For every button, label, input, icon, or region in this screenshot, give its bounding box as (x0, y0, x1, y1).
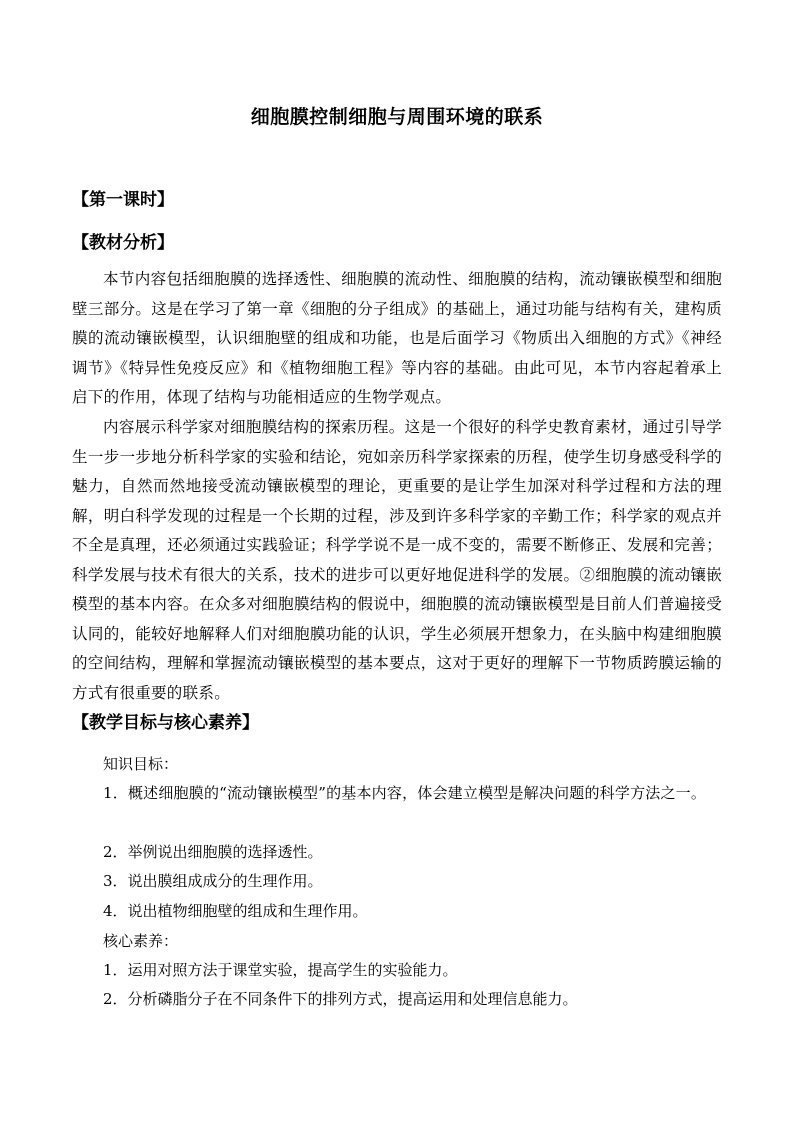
section-heading-lesson: 【第一课时】 (72, 190, 174, 210)
knowledge-goals-label: 知识目标： (103, 755, 179, 773)
section-heading-analysis: 【教材分析】 (72, 233, 174, 253)
knowledge-item-2: 2．举例说出细胞膜的选择透性。 (103, 843, 323, 861)
section-heading-goals: 【教学目标与核心素养】 (72, 713, 259, 733)
knowledge-item-4: 4．说出植物细胞壁的组成和生理作用。 (103, 902, 368, 920)
core-item-1: 1．运用对照方法于课堂实验，提高学生的实验能力。 (103, 961, 458, 979)
analysis-paragraph-1: 本节内容包括细胞膜的选择透性、细胞膜的流动性、细胞膜的结构，流动镶嵌模型和细胞壁三部分。这是在学习了第一章《细胞的分子组成》的基础上，通过功能与结构有关，建构质膜的流动镶嵌模型，认识细胞壁的组成和功能，也是后面学习《物质出入细胞的方式》《神经调节》《特异性免疫反应》和《植物细胞工程》等内容的基础。由此可见，本节内容起着承上启下的作用，体现了结构与功能相适应的生物学观点。 (72, 270, 722, 406)
document-title: 细胞膜控制细胞与周围环境的联系 (250, 106, 544, 128)
core-literacy-label: 核心素养： (103, 932, 179, 950)
analysis-paragraph-2: 内容展示科学家对细胞膜结构的探索历程。这是一个很好的科学史教育素材，通过引导学生一步一步地分析科学家的实验和结论，宛如亲历科学家探索的历程，使学生切身感受科学的魅力，自然而然地接受流动镶嵌模型的理论，更重要的是让学生加深对科学过程和方法的理解，明白科学发现的过程是一个长期的过程，涉及到许多科学家的辛勤工作；科学家的观点并不全是真理，还必须通过实践验证；科学学说不是一成不变的，需要不断修正、发展和完善；科学发展与技术有很大的关系，技术的进步可以更好地促进科学的发展。②细胞膜的流动镶嵌模型的基本内容。在众多对细胞膜结构的假说中，细胞膜的流动镶嵌模型是目前人们普遍接受认同的，能较好地解释人们对细胞膜功能的认识，学生必须展开想象力，在头脑中构建细胞膜的空间结构，理解和掌握流动镶嵌模型的基本要点，这对于更好的理解下一节物质跨膜运输的方式有很重要的联系。 (72, 418, 722, 702)
knowledge-item-1: 1．概述细胞膜的“流动镶嵌模型”的基本内容，体会建立模型是解决问题的科学方法之一。 (103, 784, 707, 802)
core-item-2: 2．分析磷脂分子在不同条件下的排列方式，提高运用和处理信息能力。 (103, 990, 578, 1008)
knowledge-item-3: 3．说出膜组成成分的生理作用。 (103, 872, 323, 890)
